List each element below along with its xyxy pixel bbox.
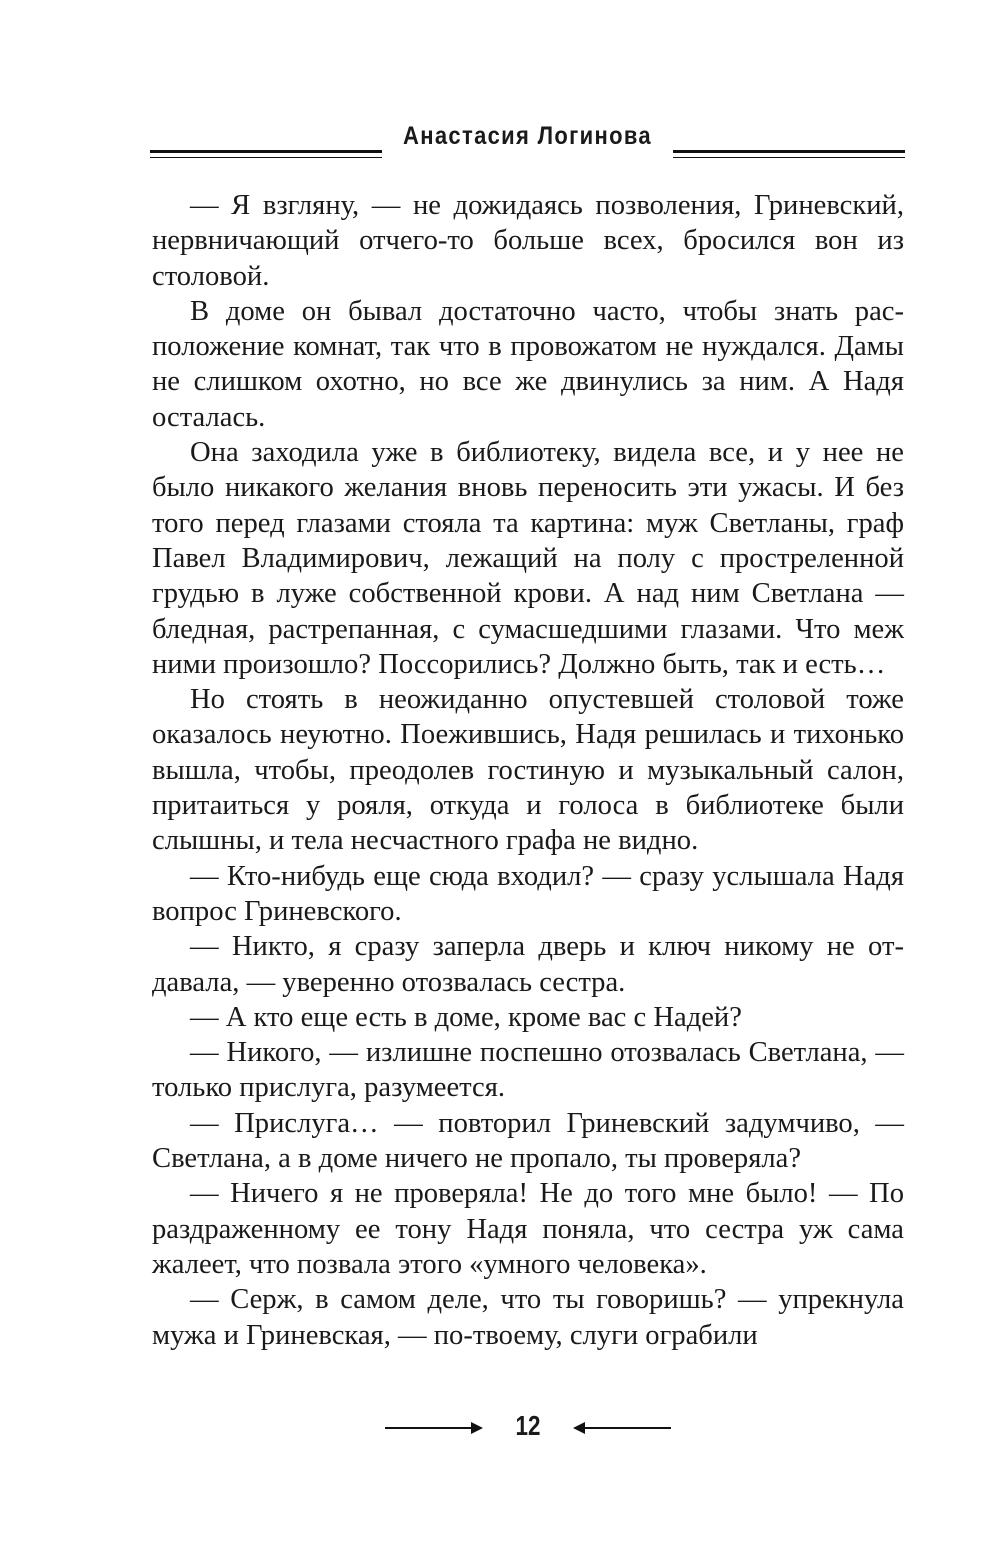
running-head-author: Анастасия Логинова (403, 122, 652, 150)
paragraph: Но стоять в неожиданно опустевшей столовой тоже оказалось неуютно. Поежившись, Надя решилась и тихонько вышла, чтобы, преодолев гостиную и музыкальный салон, притаиться у рояля, откуда и голоса в библиотеке были слышны, и тела несчастного графа не видно. (152, 684, 904, 857)
paragraph: — Кто-нибудь еще сюда входил? — сразу услышала Надя вопрос Гриневского. (152, 860, 904, 927)
paragraph: — А кто еще есть в доме, кроме вас с Надей? (190, 1001, 742, 1033)
running-head (150, 118, 905, 162)
paragraph: — Прислуга… — повторил Гриневский задумчиво, — Светлана, а в доме ничего не пропало, ты проверяла? (152, 1107, 904, 1175)
ornament-arrow-right-icon (385, 1427, 479, 1429)
paragraph: — Ничего я не проверяла! Не до того мне было! — По раздраженному ее тону Надя поняла, что сестра уж сама жалеет, что позвала этого «умного человека». (152, 1178, 904, 1280)
paragraph: — Никого, — излишне поспешно отозвалась Светлана, — только прислуга, разумеется. (152, 1037, 904, 1104)
paragraph: — Я взгляну, — не дожидаясь позволения, Гриневский, нервничающий отчего-то больше всех, бросился вон из столовой. (152, 190, 904, 292)
header-rule-left (150, 150, 382, 153)
paragraph: Она заходила уже в библиотеку, видела все, и у нее не было никакого желания вновь переносить эти ужасы. И без того перед глазами стояла та картина: муж Светланы, граф Павел Владимирович, лежащий на полу с простреленной грудью в луже собственной крови. А над ним Светлана — бледная, растрепанная, с сумасшедшими глазами. Что меж ними произошло? Поссорились? Должно быть, так и есть… (152, 437, 904, 680)
paragraph: В доме он бывал достаточно часто, чтобы знать расположение комнат, так что в провожатом не нуждался. Дамы не слишком охотно, но все же двинулись за ним. А Надя осталась. (152, 295, 904, 433)
header-rule-right (673, 150, 905, 153)
ornament-arrow-left-icon (577, 1427, 671, 1429)
page-number: 12 (515, 1410, 541, 1441)
body-text (152, 188, 904, 1353)
paragraph: — Серж, в самом деле, что ты говоришь? — упрекнула мужа и Гриневская, — по-твоему, слуги ограбили (152, 1284, 904, 1351)
page-footer (385, 1408, 671, 1448)
paragraph: — Никто, я сразу заперла дверь и ключ никому не отдавала, — уверенно отозвалась сестра. (152, 931, 904, 998)
